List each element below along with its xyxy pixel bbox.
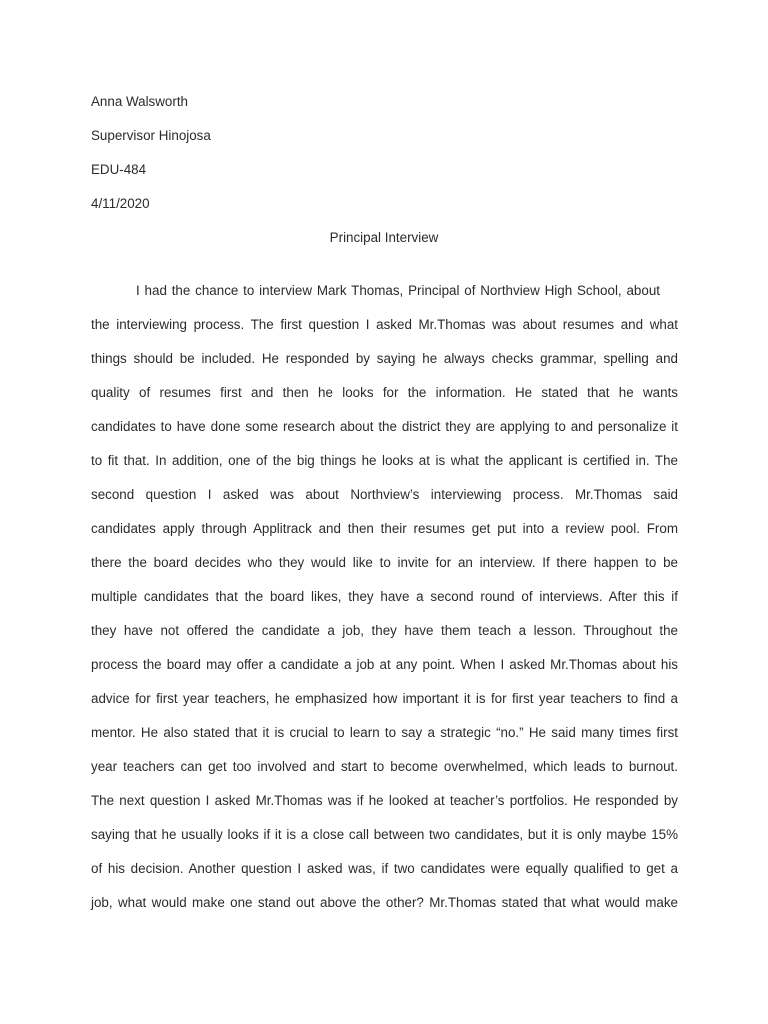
body-line: process the board may offer a candidate a job at any point. When I asked Mr.Thomas about his [91,657,678,672]
body-line: saying that he usually looks if it is a close call between two candidates, but it is only maybe 15% [91,827,678,842]
author-name: Anna Walsworth [91,94,188,109]
course-code: EDU-484 [91,162,147,177]
body-line: to fit that. In addition, one of the big things he looks at is what the applicant is certified in. The [91,453,678,468]
body-line: The next question I asked Mr.Thomas was if he looked at teacher’s portfolios. He responded by [91,793,678,808]
body-line: job, what would make one stand out above the other? Mr.Thomas stated that what would make [91,895,678,910]
body-line: I had the chance to interview Mark Thomas, Principal of Northview High School, about [136,283,660,298]
body-line: mentor. He also stated that it is crucial to learn to say a strategic “no.” He said many times first [91,725,678,740]
body-line: there the board decides who they would like to invite for an interview. If there happen to be [91,555,678,570]
body-line: advice for first year teachers, he emphasized how important it is for first year teachers to find a [91,691,678,706]
document-date: 4/11/2020 [91,196,150,211]
body-line: of his decision. Another question I asked was, if two candidates were equally qualified to get a [91,861,678,876]
body-line: things should be included. He responded by saying he always checks grammar, spelling and [91,351,678,366]
body-line: candidates to have done some research about the district they are applying to and personalize it [91,419,678,434]
body-line: quality of resumes first and then he looks for the information. He stated that he wants [91,385,678,400]
supervisor-name: Supervisor Hinojosa [91,128,211,143]
body-line: year teachers can get too involved and start to become overwhelmed, which leads to burnout. [91,759,678,774]
body-line: multiple candidates that the board likes, they have a second round of interviews. After this if [91,589,678,604]
body-line: candidates apply through Applitrack and then their resumes get put into a review pool. From [91,521,678,536]
body-line: they have not offered the candidate a job, they have them teach a lesson. Throughout the [91,623,678,638]
body-line: second question I asked was about Northview’s interviewing process. Mr.Thomas said [91,487,678,502]
body-line: the interviewing process. The first question I asked Mr.Thomas was about resumes and what [91,317,678,332]
document-title: Principal Interview [329,230,439,245]
